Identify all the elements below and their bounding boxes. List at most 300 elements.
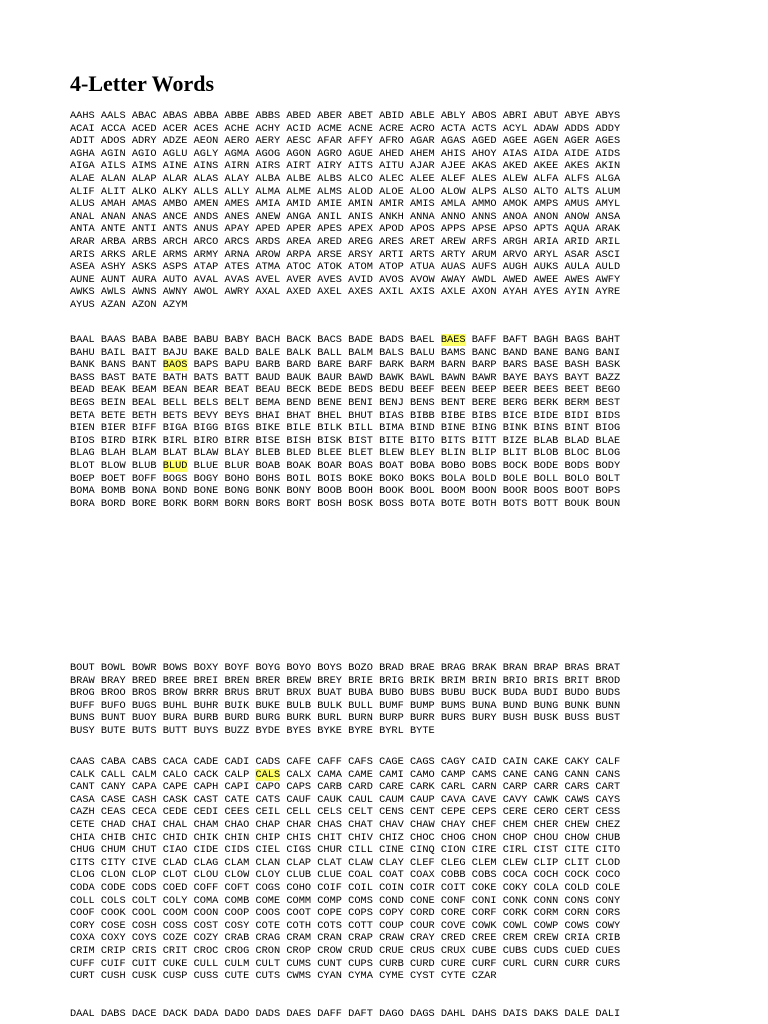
word: BISK — [317, 434, 342, 447]
word: BRUT — [255, 687, 281, 700]
word: BEER — [502, 384, 528, 397]
word: BUNT — [100, 712, 126, 725]
word: CUDS — [533, 944, 559, 957]
word: ACTA — [440, 122, 466, 135]
word: CALP — [224, 768, 250, 781]
word: CESS — [595, 806, 621, 819]
word: CORF — [471, 907, 497, 920]
word: CENS — [379, 806, 404, 819]
word: AUNE — [70, 273, 95, 286]
word: CRIP — [100, 944, 126, 957]
word: CHAY — [440, 818, 466, 831]
word: BIRD — [100, 434, 126, 447]
word: BUTT — [162, 724, 188, 737]
word: CRIT — [162, 944, 188, 957]
word-line — [70, 397, 710, 410]
word: BISE — [255, 434, 281, 447]
word: ARBA — [100, 235, 126, 248]
word: BENI — [348, 396, 373, 409]
word: AVOW — [409, 273, 435, 286]
word: BRAT — [595, 662, 621, 674]
word: CHIT — [317, 831, 342, 844]
word: CLOW — [224, 869, 250, 882]
word: CABA — [100, 756, 126, 768]
word: COED — [162, 881, 188, 894]
word: ADDY — [595, 122, 621, 135]
word: CEAS — [100, 806, 126, 819]
word: COPS — [348, 907, 373, 920]
word: CUSS — [193, 970, 219, 983]
word: COKE — [471, 881, 497, 894]
word: AERO — [224, 135, 250, 148]
word: ANIS — [348, 210, 373, 223]
word: ARMS — [162, 248, 188, 261]
word: COSS — [162, 919, 188, 932]
word: BOIL — [286, 472, 312, 485]
word: ATOP — [379, 261, 404, 274]
word: CITE — [564, 844, 590, 857]
word: BLAM — [131, 447, 157, 460]
word: ANAL — [70, 210, 95, 223]
word: BOLL — [533, 472, 559, 485]
word: CANN — [564, 768, 590, 781]
word: BROW — [162, 687, 188, 700]
word: CECA — [131, 806, 157, 819]
word: ALME — [286, 185, 312, 198]
word: BOYO — [286, 662, 312, 674]
word-line — [70, 662, 710, 675]
word: BEND — [286, 396, 312, 409]
word: CLEG — [440, 856, 466, 869]
word: CAUL — [348, 793, 373, 806]
word: CIRE — [471, 844, 497, 857]
word: AGLY — [193, 147, 219, 160]
word: AGAS — [440, 135, 466, 148]
word: BLUB — [131, 459, 157, 472]
word: ANGA — [286, 210, 312, 223]
word: COGS — [255, 881, 281, 894]
word: CIVE — [131, 856, 157, 869]
word: BANE — [533, 346, 559, 359]
word: COKY — [502, 881, 528, 894]
word: COWY — [595, 919, 621, 932]
word-line — [70, 473, 710, 486]
word: CIST — [533, 844, 559, 857]
word: CURT — [70, 970, 95, 983]
word: CRAY — [409, 932, 435, 945]
word: BLEB — [255, 447, 281, 460]
word: BRAD — [379, 662, 404, 674]
word: CASA — [70, 793, 95, 806]
word: CROP — [286, 944, 312, 957]
word: BAUR — [317, 371, 342, 384]
word: CAMS — [471, 768, 497, 781]
word: BOCK — [502, 459, 528, 472]
word: BONE — [193, 485, 219, 498]
page-title: 4-Letter Words — [70, 71, 214, 96]
word: BIOS — [70, 434, 95, 447]
word: AXIS — [409, 286, 435, 299]
word: BEAR — [193, 384, 219, 397]
word: AMES — [224, 198, 250, 211]
word: BOAR — [317, 459, 342, 472]
word: BLOC — [564, 447, 590, 460]
word: BIRK — [131, 434, 157, 447]
word: CACA — [162, 756, 188, 768]
highlighted-word: BAES — [440, 334, 466, 346]
word: BACK — [286, 334, 312, 346]
word: BRAG — [440, 662, 466, 674]
word: COIL — [348, 881, 373, 894]
word: BAAL — [70, 334, 95, 346]
word: BEVY — [193, 409, 219, 422]
word: ACNE — [348, 122, 373, 135]
word: CAFS — [348, 756, 373, 768]
word: BAST — [100, 371, 126, 384]
word: CUFF — [70, 957, 95, 970]
word: AGIO — [131, 147, 157, 160]
word: BRIE — [348, 674, 373, 687]
word: BOTS — [502, 497, 528, 510]
word: CAUF — [286, 793, 312, 806]
word: BAYT — [564, 371, 590, 384]
word: APOD — [379, 223, 404, 236]
word: DAHS — [471, 1008, 497, 1020]
word: CHOW — [564, 831, 590, 844]
word: COHO — [286, 881, 312, 894]
word: BLOB — [533, 447, 559, 460]
word-line — [70, 958, 710, 971]
word: CRAN — [317, 932, 342, 945]
word: ABYS — [595, 110, 621, 122]
word: ALTO — [533, 185, 559, 198]
word-list-a — [70, 110, 710, 312]
word: BING — [471, 422, 497, 435]
word: COMS — [348, 894, 373, 907]
word: ABBE — [224, 110, 250, 122]
word: CRIB — [595, 932, 621, 945]
word: BLIP — [471, 447, 497, 460]
word: BAYE — [502, 371, 528, 384]
word: APAY — [224, 223, 250, 236]
word: BOAT — [379, 459, 404, 472]
word: ANAN — [100, 210, 126, 223]
word: ALOW — [440, 185, 466, 198]
word: AVOS — [379, 273, 404, 286]
word: CAST — [193, 793, 219, 806]
word: CLOY — [255, 869, 281, 882]
word: CLAP — [286, 856, 312, 869]
word: CARS — [564, 781, 590, 794]
word: AFRO — [379, 135, 404, 148]
word: ARET — [409, 235, 435, 248]
word: BORD — [100, 497, 126, 510]
word: ATES — [224, 261, 250, 274]
word: CLOD — [595, 856, 621, 869]
word: ATUA — [409, 261, 435, 274]
word: CHAS — [317, 818, 342, 831]
word: CIGS — [286, 844, 312, 857]
word: COOK — [100, 907, 126, 920]
word: CHIK — [193, 831, 219, 844]
word: AVAL — [193, 273, 219, 286]
word: CUIT — [131, 957, 157, 970]
word: CARN — [471, 781, 497, 794]
word: AMPS — [533, 198, 559, 211]
word: COLT — [131, 894, 157, 907]
word: ABBS — [255, 110, 281, 122]
word: ANEW — [255, 210, 281, 223]
word: AIMS — [131, 160, 157, 173]
word-line — [70, 932, 710, 945]
word: BELS — [193, 396, 219, 409]
word: CANE — [502, 768, 528, 781]
word: BOLO — [564, 472, 590, 485]
word: CUTE — [224, 970, 250, 983]
word-line — [70, 794, 710, 807]
word: BUYS — [193, 724, 219, 737]
word: CHOP — [502, 831, 528, 844]
word: AJEE — [440, 160, 466, 173]
word: CACK — [193, 768, 219, 781]
word: COLY — [162, 894, 188, 907]
word: CASE — [100, 793, 126, 806]
word: BOOK — [379, 485, 404, 498]
word: BUBO — [379, 687, 404, 700]
word: CURN — [533, 957, 559, 970]
word: APER — [286, 223, 312, 236]
word: BOKS — [409, 472, 435, 485]
word: ASAR — [564, 248, 590, 261]
word: BOTT — [533, 497, 559, 510]
word: BENS — [409, 396, 435, 409]
word: COWL — [502, 919, 528, 932]
word: CIEL — [255, 844, 281, 857]
word: BARB — [255, 359, 281, 372]
word: COSH — [131, 919, 157, 932]
word: AXES — [348, 286, 373, 299]
word: AALS — [100, 110, 126, 122]
word: ALLS — [193, 185, 219, 198]
word: ANTI — [131, 223, 157, 236]
word: AMUS — [564, 198, 590, 211]
word: CHAW — [409, 818, 435, 831]
word: BETH — [131, 409, 157, 422]
word: CINQ — [409, 844, 435, 857]
word: COAL — [348, 869, 373, 882]
word: BITS — [440, 434, 466, 447]
word: BENT — [440, 396, 466, 409]
word: BOUN — [595, 497, 621, 510]
word: BAPS — [193, 359, 219, 372]
word: BOGS — [162, 472, 188, 485]
word: ALAP — [131, 172, 157, 185]
word: ANSA — [595, 210, 621, 223]
word: APOS — [409, 223, 435, 236]
word: CURL — [502, 957, 528, 970]
word: BENE — [317, 396, 342, 409]
word: ALEF — [440, 172, 466, 185]
word: CEDE — [162, 806, 188, 819]
word-line — [70, 299, 710, 312]
word: AMAH — [100, 198, 126, 211]
word: BAIL — [100, 346, 126, 359]
word: AYES — [533, 286, 559, 299]
word: CANY — [100, 781, 126, 794]
word: CALK — [70, 768, 95, 781]
word-line — [70, 895, 710, 908]
word: DADO — [224, 1008, 250, 1020]
word: ANDS — [193, 210, 219, 223]
word: BIGA — [162, 422, 188, 435]
word: DAIS — [502, 1008, 528, 1020]
word: ABOS — [471, 110, 497, 122]
word: ASKS — [131, 261, 157, 274]
word: BUZZ — [224, 724, 250, 737]
word: CROG — [224, 944, 250, 957]
word: CURR — [564, 957, 590, 970]
word: AIDE — [564, 147, 590, 160]
word: BLAB — [533, 434, 559, 447]
word: CONK — [502, 894, 528, 907]
word: CARP — [502, 781, 528, 794]
word: CHER — [533, 818, 559, 831]
word: BAMS — [440, 346, 466, 359]
word: CYMA — [348, 970, 373, 983]
word: BAWK — [379, 371, 404, 384]
word: BERE — [471, 396, 497, 409]
word: ALMS — [317, 185, 342, 198]
word: CION — [440, 844, 466, 857]
word: CRAW — [379, 932, 404, 945]
word: BINE — [440, 422, 466, 435]
word: BOZO — [348, 662, 373, 674]
word: BRRR — [193, 687, 219, 700]
word: COLE — [595, 881, 621, 894]
word: BEEF — [409, 384, 435, 397]
word: BICE — [502, 409, 528, 422]
word: BRER — [255, 674, 281, 687]
word: BEDE — [317, 384, 342, 397]
word: BOMB — [100, 485, 126, 498]
word-line — [70, 806, 710, 819]
word: BODE — [533, 459, 559, 472]
word-line — [70, 485, 710, 498]
word: ARKS — [100, 248, 126, 261]
word: CREM — [502, 932, 528, 945]
word: AUGH — [502, 261, 528, 274]
word-line — [70, 422, 710, 435]
word: CHOG — [440, 831, 466, 844]
word-list-b-part1 — [70, 334, 710, 510]
word: ALBE — [286, 172, 312, 185]
word: ALCO — [348, 172, 373, 185]
word: BRIG — [379, 674, 404, 687]
word: BEAT — [224, 384, 250, 397]
word: CERE — [502, 806, 528, 819]
word: BOOR — [502, 485, 528, 498]
word: CITS — [70, 856, 95, 869]
word: CLAM — [224, 856, 250, 869]
word: ABBA — [193, 110, 219, 122]
word: AMYL — [595, 198, 621, 211]
word: CREW — [533, 932, 559, 945]
word: BAGS — [564, 334, 590, 346]
word: ARID — [564, 235, 590, 248]
word: ARMY — [193, 248, 219, 261]
word-line — [70, 435, 710, 448]
word: BELL — [162, 396, 188, 409]
word: BINK — [502, 422, 528, 435]
word: CRIS — [131, 944, 157, 957]
word: BAKE — [193, 346, 219, 359]
word: CONN — [533, 894, 559, 907]
word: ALIT — [100, 185, 126, 198]
word: CHEM — [502, 818, 528, 831]
word: COVE — [440, 919, 466, 932]
word: CHEF — [471, 818, 497, 831]
word: AGRO — [317, 147, 342, 160]
word: BUCK — [471, 687, 497, 700]
word-line — [70, 447, 710, 460]
word: COCK — [564, 869, 590, 882]
word: BIND — [409, 422, 435, 435]
word-line — [70, 907, 710, 920]
word: CLUE — [317, 869, 342, 882]
word: BUIK — [224, 699, 250, 712]
word: BAEL — [409, 334, 435, 346]
word: AUKS — [533, 261, 559, 274]
word: BOTE — [440, 497, 466, 510]
word: CHIN — [224, 831, 250, 844]
word: AUTO — [162, 273, 188, 286]
word: ARNA — [224, 248, 250, 261]
word: CLOU — [193, 869, 219, 882]
word: CUBE — [471, 944, 497, 957]
word: CODS — [131, 881, 157, 894]
word-line — [70, 832, 710, 845]
word: COTH — [286, 919, 312, 932]
word: ARBS — [131, 235, 157, 248]
word-line — [70, 819, 710, 832]
word: BIER — [100, 422, 126, 435]
word: BIRR — [224, 434, 250, 447]
word: BOWS — [162, 662, 188, 674]
word: ASEA — [70, 261, 95, 274]
word: COMA — [193, 894, 219, 907]
word: CWMS — [286, 970, 312, 983]
word: AHED — [379, 147, 404, 160]
word: BIZE — [502, 434, 528, 447]
word: CAME — [348, 768, 373, 781]
word: BUHL — [162, 699, 188, 712]
word: AMEN — [193, 198, 219, 211]
word: COSY — [224, 919, 250, 932]
word: ALKY — [162, 185, 188, 198]
word-line — [70, 173, 710, 186]
word: BETA — [70, 409, 95, 422]
word-line — [70, 334, 710, 347]
word: CAFF — [317, 756, 342, 768]
word: BERK — [533, 396, 559, 409]
word: ACES — [193, 122, 219, 135]
word: ARTI — [379, 248, 404, 261]
word: ABAC — [131, 110, 157, 122]
word-line — [70, 844, 710, 857]
word: BOHO — [224, 472, 250, 485]
word: ACER — [162, 122, 188, 135]
word: BEAL — [131, 396, 157, 409]
